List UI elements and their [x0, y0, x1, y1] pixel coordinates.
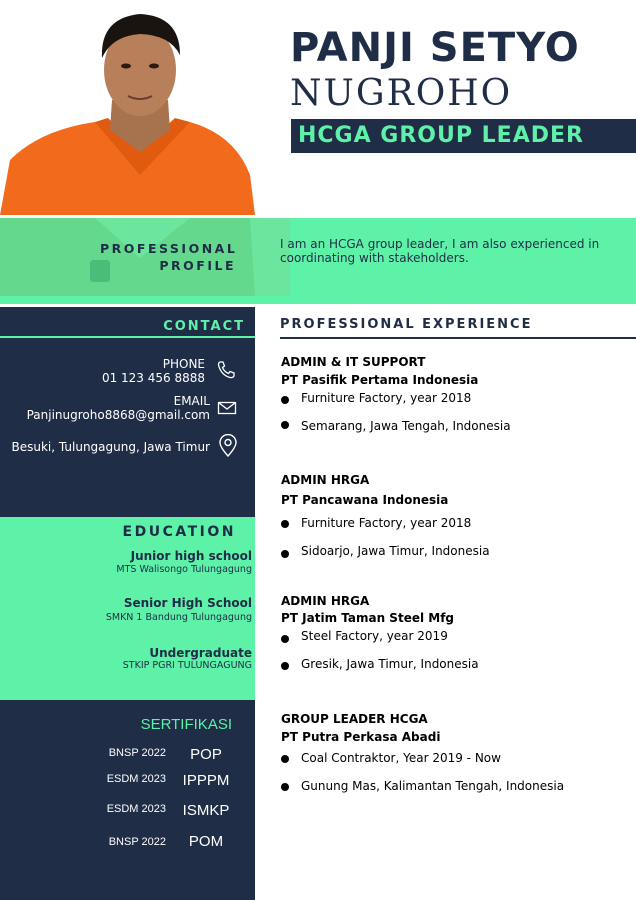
profile-text: I am an HCGA group leader, I am also experienced in coordinating with stakeholders. — [280, 237, 600, 265]
experience-divider — [280, 337, 636, 339]
role-title: HCGA GROUP LEADER — [298, 123, 584, 148]
cert-issuer: BNSP 2022 — [108, 836, 166, 848]
bullet-dot — [281, 396, 289, 404]
job-company: PT Putra Perkasa Abadi — [281, 730, 441, 744]
contact-divider — [0, 336, 255, 338]
cert-name: POP — [190, 746, 222, 763]
name-first: PANJI SETYO — [290, 25, 580, 71]
cert-name: IPPPM — [182, 772, 230, 789]
address-text: Besuki, Tulungagung, Jawa Timur — [11, 440, 210, 454]
map-pin-icon — [218, 434, 238, 458]
bullet-dot — [281, 520, 289, 528]
phone-icon — [216, 360, 236, 380]
job-title: ADMIN & IT SUPPORT — [281, 355, 426, 369]
cert-issuer: ESDM 2023 — [106, 773, 166, 785]
job-detail: Semarang, Jawa Tengah, Indonesia — [301, 419, 511, 433]
job-detail: Furniture Factory, year 2018 — [301, 391, 472, 405]
name-last: NUGROHO — [290, 73, 513, 114]
job-title: ADMIN HRGA — [281, 594, 370, 608]
education-heading: EDUCATION — [122, 524, 236, 540]
email-address[interactable]: Panjinugroho8868@gmail.com — [26, 408, 210, 422]
job-detail: Sidoarjo, Jawa Timur, Indonesia — [301, 544, 490, 558]
bullet-dot — [281, 755, 289, 763]
job-title: ADMIN HRGA — [281, 473, 370, 487]
profile-heading-line2: PROFILE — [159, 258, 236, 273]
phone-number: 01 123 456 8888 — [101, 371, 205, 385]
education-school: MTS Walisongo Tulungagung — [116, 564, 252, 575]
job-company: PT Pancawana Indonesia — [281, 493, 449, 507]
contact-heading: CONTACT — [163, 319, 245, 334]
profile-photo — [0, 0, 255, 215]
job-title: GROUP LEADER HCGA — [281, 712, 428, 726]
education-school: SMKN 1 Bandung Tulungagung — [105, 612, 252, 623]
education-level: Undergraduate — [149, 646, 252, 660]
education-level: Senior High School — [123, 596, 252, 610]
envelope-icon — [217, 398, 237, 418]
cert-name: ISMKP — [182, 802, 230, 819]
bullet-dot — [281, 662, 289, 670]
cert-issuer: BNSP 2022 — [108, 747, 166, 759]
job-detail: Steel Factory, year 2019 — [301, 629, 448, 643]
bullet-dot — [281, 421, 289, 429]
experience-heading: PROFESSIONAL EXPERIENCE — [280, 317, 533, 332]
education-level: Junior high school — [130, 549, 252, 563]
cert-name: POM — [188, 833, 224, 850]
job-company: PT Pasifik Pertama Indonesia — [281, 373, 479, 387]
profile-heading-line1: PROFESSIONAL — [100, 241, 238, 256]
profile-heading — [100, 240, 236, 274]
education-school: STKIP PGRI TULUNGAGUNG — [122, 660, 252, 671]
email-label: EMAIL — [173, 394, 210, 408]
cert-issuer: ESDM 2023 — [106, 803, 166, 815]
bullet-dot — [281, 783, 289, 791]
job-detail: Gresik, Jawa Timur, Indonesia — [301, 657, 479, 671]
job-detail: Coal Contraktor, Year 2019 - Now — [301, 751, 501, 765]
certification-heading: SERTIFIKASI — [140, 716, 232, 733]
job-company: PT Jatim Taman Steel Mfg — [281, 611, 455, 625]
bullet-dot — [281, 550, 289, 558]
phone-label: PHONE — [162, 357, 205, 371]
bullet-dot — [281, 635, 289, 643]
job-detail: Furniture Factory, year 2018 — [301, 516, 472, 530]
job-detail: Gunung Mas, Kalimantan Tengah, Indonesia — [301, 779, 565, 793]
